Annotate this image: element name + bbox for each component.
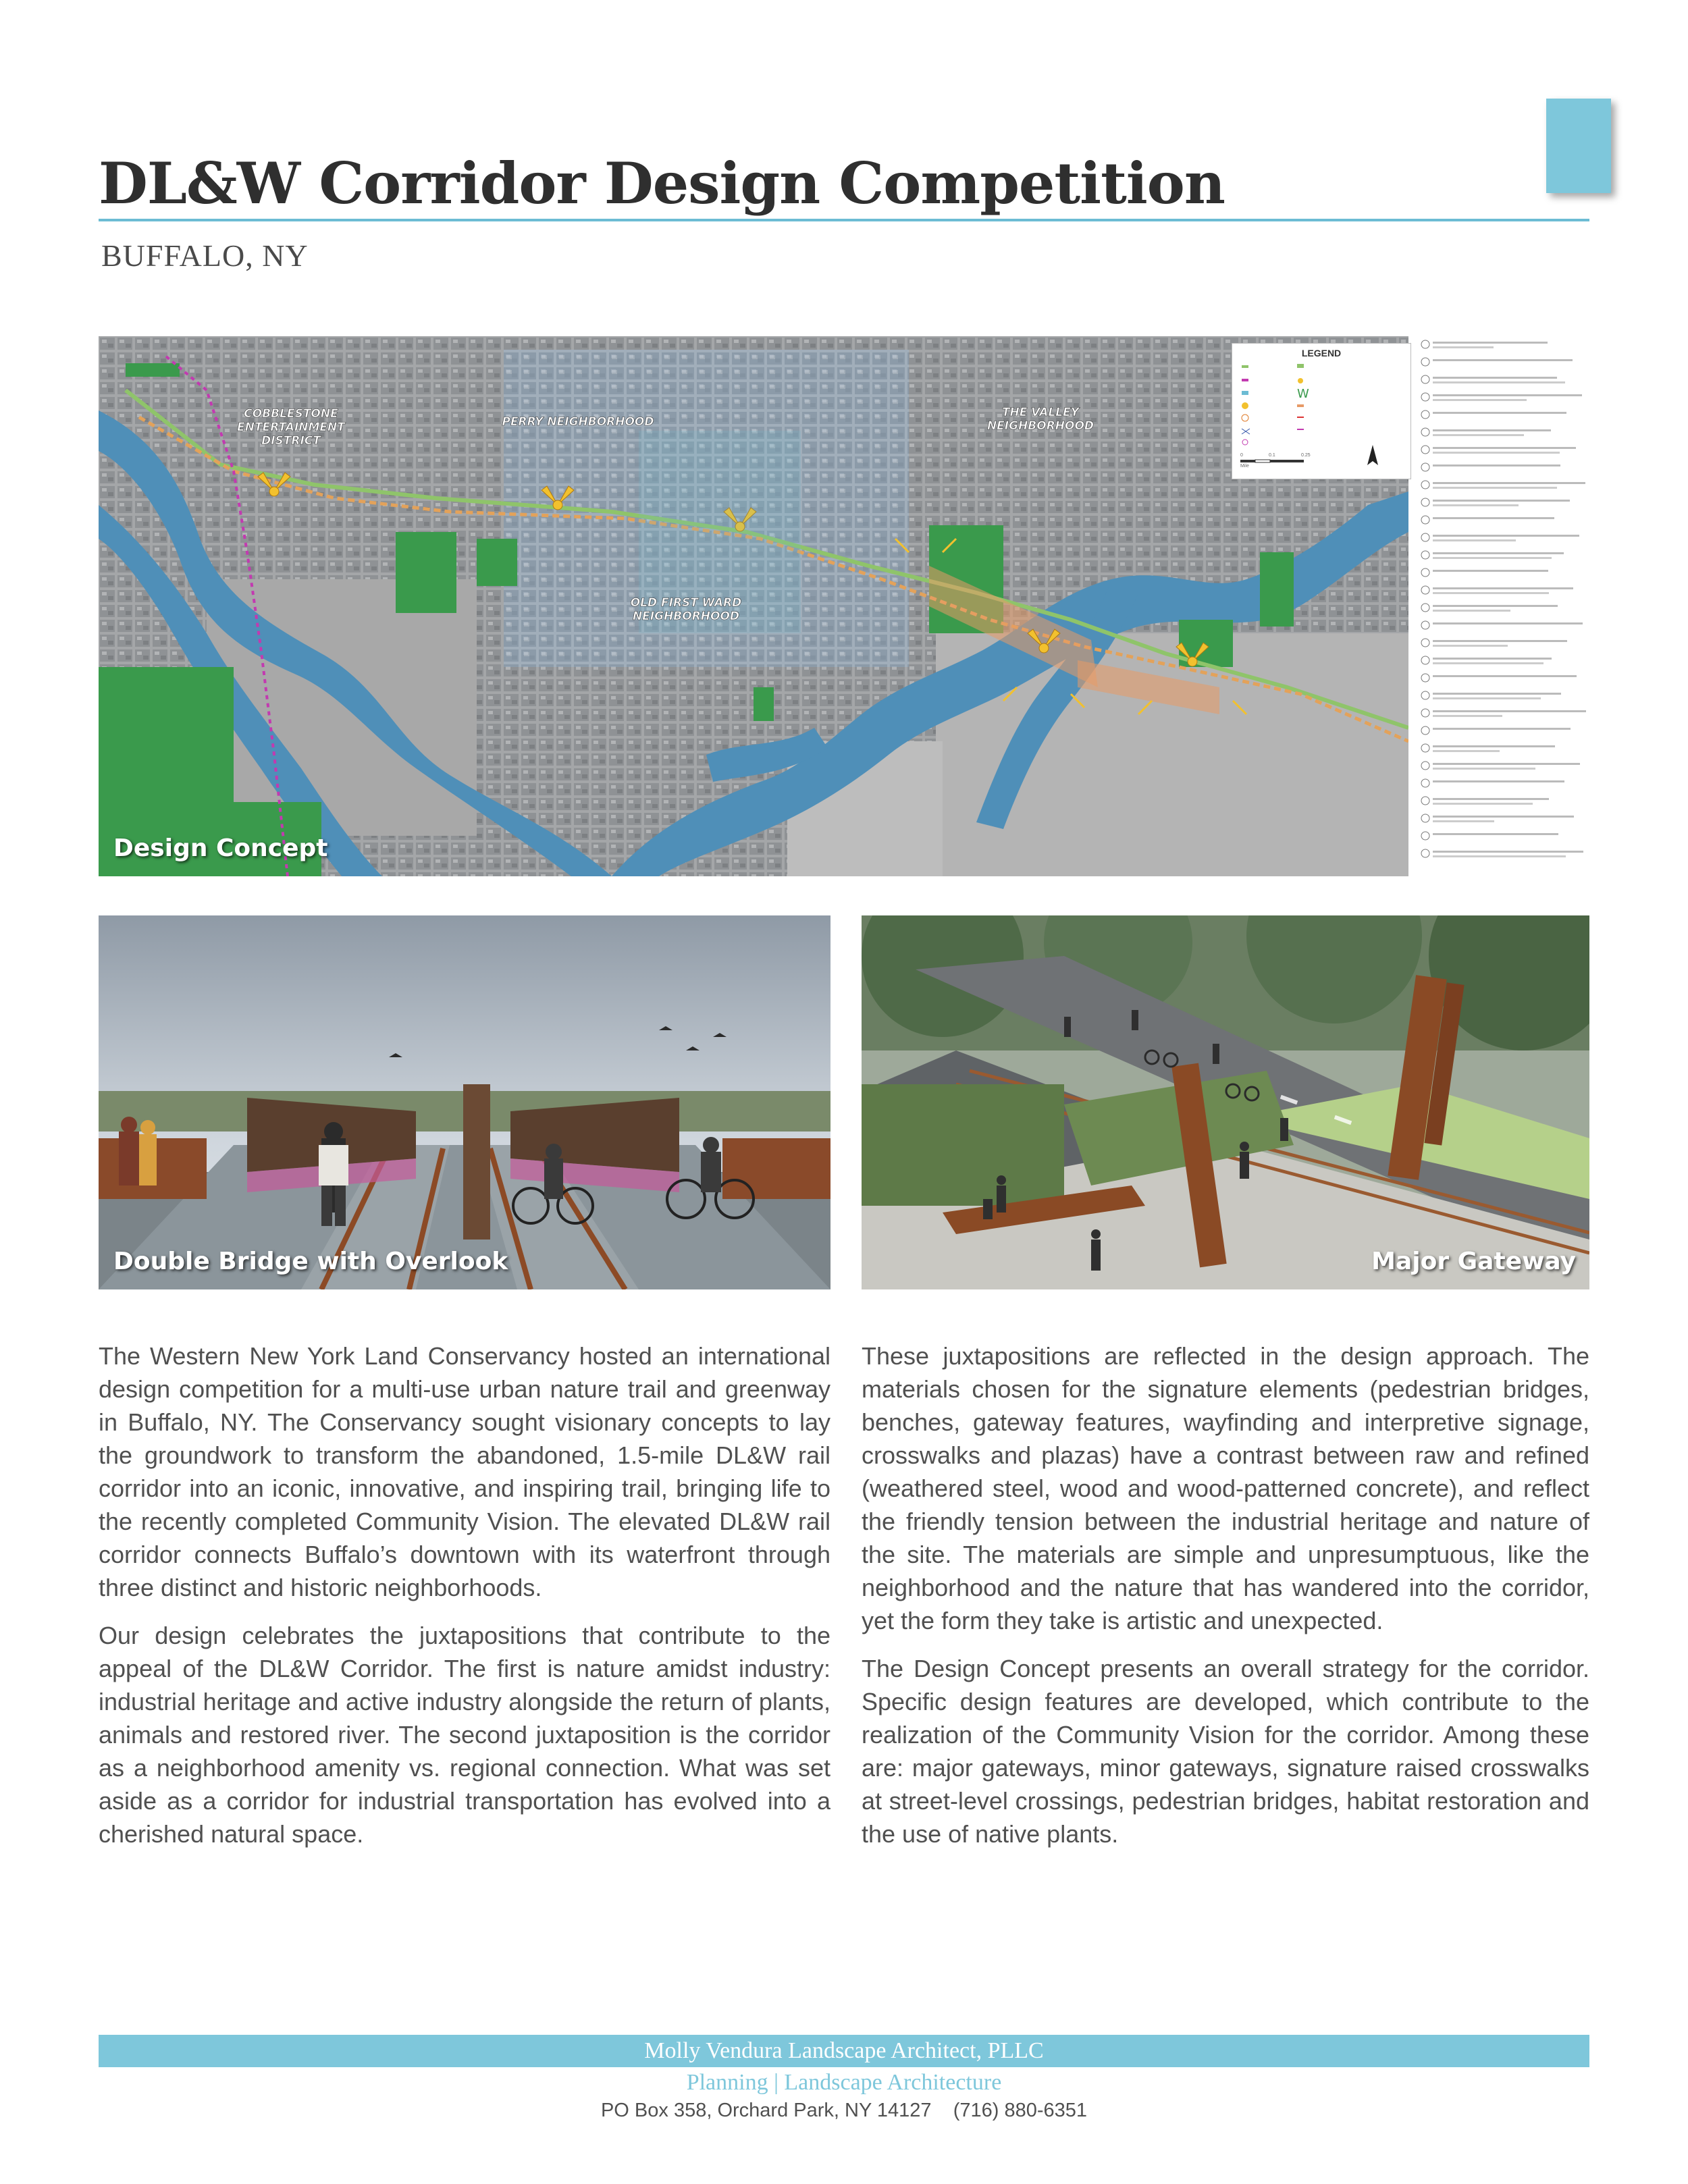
- key-marker: [1421, 428, 1429, 436]
- key-text-line: [1433, 552, 1564, 554]
- key-marker: [1421, 375, 1429, 383]
- map-label-perry: PERRY NEIGHBORHOOD: [502, 415, 654, 429]
- key-text-line: [1433, 482, 1585, 484]
- key-marker: [1421, 744, 1429, 752]
- key-text-line: [1433, 820, 1494, 822]
- footer-address: PO Box 358, Orchard Park, NY 14127 (716) 880-6351: [600, 2100, 1088, 2121]
- key-marker: [1421, 604, 1429, 612]
- key-text-line: [1433, 715, 1502, 717]
- key-text-line: [1433, 710, 1586, 712]
- key-marker: [1421, 621, 1429, 629]
- key-marker: [1421, 340, 1429, 348]
- key-marker: [1421, 358, 1429, 366]
- key-text-line: [1433, 434, 1524, 436]
- key-marker: [1421, 709, 1429, 717]
- design-concept-map: [99, 336, 1589, 876]
- map-caption: Design Concept: [113, 834, 328, 862]
- map-label-valley-line1: THE VALLEY: [1001, 406, 1080, 419]
- key-text-line: [1433, 833, 1558, 835]
- body-text-right-column: [862, 1339, 1589, 1865]
- key-marker: [1421, 533, 1429, 541]
- key-text-line: [1433, 504, 1519, 506]
- key-text-line: [1433, 557, 1552, 559]
- key-text-line: [1433, 750, 1500, 752]
- major-gateway-rendering: [862, 915, 1589, 1289]
- key-text-line: [1433, 763, 1580, 765]
- map-legend: [1232, 343, 1411, 479]
- key-text-line: [1433, 622, 1583, 624]
- key-text-line: [1433, 780, 1564, 782]
- numbered-feature-key: [1421, 336, 1589, 876]
- key-text-line: [1433, 851, 1583, 853]
- body-paragraph-1: The Western New York Land Conservancy hosted an international design competition for a multi-use urban nature trail and greenway in Buffalo, NY. The Conservancy sought visionary concepts to lay the groundwork to transform the abandoned, 1.5-mile DL&W rail corridor into an iconic, innovative, and inspiring trail, bringing life to the recently completed Community Vision. The elevated DL&W rail corridor connects Buffalo’s downtown with its waterfront through three distinct and historic neighborhoods.: [99, 1342, 830, 1601]
- key-marker: [1421, 832, 1429, 840]
- key-marker: [1421, 797, 1429, 805]
- key-text-line: [1433, 745, 1555, 747]
- key-marker: [1421, 814, 1429, 822]
- page-subtitle: BUFFALO, NY: [101, 238, 309, 273]
- key-text-line: [1433, 803, 1533, 805]
- map-label-ofw-line2: NEIGHBORHOOD: [632, 610, 740, 623]
- key-text-line: [1433, 640, 1567, 642]
- footer-company-bar: Molly Vendura Landscape Architect, PLLC: [99, 2035, 1589, 2067]
- key-text-line: [1433, 662, 1544, 664]
- aerial-map-image: [99, 336, 1408, 876]
- key-text-line: [1433, 658, 1552, 660]
- key-marker: [1421, 691, 1429, 699]
- corner-accent-square: [1546, 99, 1611, 193]
- key-marker: [1421, 656, 1429, 664]
- key-text-line: [1433, 381, 1565, 383]
- key-text-line: [1433, 394, 1582, 396]
- key-text-line: [1433, 605, 1558, 607]
- legend-scale-tick-2: 0.25: [1301, 453, 1311, 458]
- gateway-photo-image: [862, 915, 1589, 1289]
- key-text-line: [1433, 500, 1570, 502]
- body-paragraph-4: The Design Concept presents an overall strategy for the corridor. Specific design features are developed, which contribute to the realization of the Community Vision for the corridor. Among these are: major gateways, minor gateways, signature raised crosswalks at street-level crossings, pedestrian bridges, habitat restoration and the use of native plants.: [862, 1655, 1589, 1848]
- key-marker: [1421, 639, 1429, 647]
- key-text-line: [1433, 675, 1577, 677]
- key-text-line: [1433, 697, 1541, 699]
- key-text-line: [1433, 816, 1574, 818]
- key-text-line: [1433, 377, 1557, 379]
- key-marker: [1421, 463, 1429, 471]
- key-text-line: [1433, 855, 1566, 857]
- legend-title: LEGEND: [1301, 348, 1342, 358]
- key-text-line: [1433, 645, 1508, 647]
- key-text-line: [1433, 570, 1548, 572]
- key-marker: [1421, 568, 1429, 577]
- key-text-line: [1433, 452, 1560, 454]
- key-marker: [1421, 498, 1429, 506]
- key-text-line: [1433, 768, 1535, 770]
- key-text-line: [1433, 798, 1549, 800]
- key-marker: [1421, 516, 1429, 524]
- map-label-ofw-line1: OLD FIRST WARD: [630, 596, 742, 610]
- key-text-line: [1433, 429, 1551, 431]
- map-label-valley-line2: NEIGHBORHOOD: [986, 419, 1094, 433]
- key-text-line: [1433, 535, 1579, 537]
- key-marker: [1421, 393, 1429, 401]
- map-label-cobblestone-line1: COBBLESTONE: [244, 407, 338, 421]
- key-marker: [1421, 762, 1429, 770]
- svg-text:W: W: [1297, 387, 1309, 401]
- key-text-line: [1433, 346, 1494, 348]
- map-label-cobblestone-line3: DISTRICT: [261, 434, 321, 448]
- major-gateway-caption: Major Gateway: [1371, 1248, 1576, 1275]
- key-text-line: [1433, 464, 1560, 467]
- key-text-line: [1433, 610, 1510, 612]
- key-text-line: [1433, 587, 1573, 589]
- bridge-photo-image: [99, 915, 830, 1289]
- key-marker: [1421, 481, 1429, 489]
- page-title: DL&W Corridor Design Competition: [99, 150, 1225, 217]
- title-underline: [99, 219, 1589, 221]
- key-text-line: [1433, 399, 1527, 401]
- key-marker: [1421, 410, 1429, 419]
- key-text-line: [1433, 342, 1548, 344]
- key-text-line: [1433, 728, 1571, 730]
- body-paragraph-3: These juxtapositions are reflected in the design approach. The materials chosen for the signature elements (pedestrian bridges, benches, gateway features, wayfinding and interpretive signage, crosswalks and plazas) have a contrast between raw and refined (weathered steel, wood and wood-patterned concrete), and reflect the friendly tension between the industrial heritage and nature of the site. The materials are simple and unpresumptuous, like the neighborhood and the nature that has wandered into the corridor, yet the form they take is artistic and unexpected.: [862, 1342, 1589, 1634]
- key-text-line: [1433, 517, 1554, 519]
- key-text-line: [1433, 487, 1557, 489]
- key-marker: [1421, 779, 1429, 787]
- double-bridge-caption: Double Bridge with Overlook: [113, 1248, 508, 1275]
- body-text-left-column: [99, 1339, 830, 1865]
- key-marker: [1421, 726, 1429, 735]
- key-text-line: [1433, 412, 1566, 414]
- key-text-line: [1433, 359, 1573, 361]
- key-marker: [1421, 849, 1429, 857]
- key-text-line: [1433, 447, 1576, 449]
- legend-symbols: [1232, 344, 1410, 479]
- key-text-line: [1433, 592, 1549, 594]
- legend-scale-unit: Mile: [1240, 464, 1249, 469]
- key-marker: [1421, 446, 1429, 454]
- map-label-cobblestone-line2: ENTERTAINMENT: [237, 421, 345, 434]
- double-bridge-rendering: [99, 915, 830, 1289]
- key-text-line: [1433, 539, 1516, 541]
- key-text-line: [1433, 693, 1561, 695]
- legend-scale-tick-1: 0.1: [1269, 453, 1275, 458]
- key-marker: [1421, 586, 1429, 594]
- footer-tagline: Planning | Landscape Architecture: [686, 2070, 1002, 2095]
- key-marker: [1421, 674, 1429, 682]
- legend-scale-tick-0: 0: [1240, 453, 1243, 458]
- body-paragraph-2: Our design celebrates the juxtapositions that contribute to the appeal of the DL&W Corridor. The first is nature amidst industry: industrial heritage and active industry alongside the return of plants, animals and restored river. The second juxtaposition is the corridor as a neighborhood amenity vs. regional connection. What was set aside as a corridor for industrial transportation has evolved into a cherished natural space.: [99, 1622, 830, 1848]
- key-marker: [1421, 551, 1429, 559]
